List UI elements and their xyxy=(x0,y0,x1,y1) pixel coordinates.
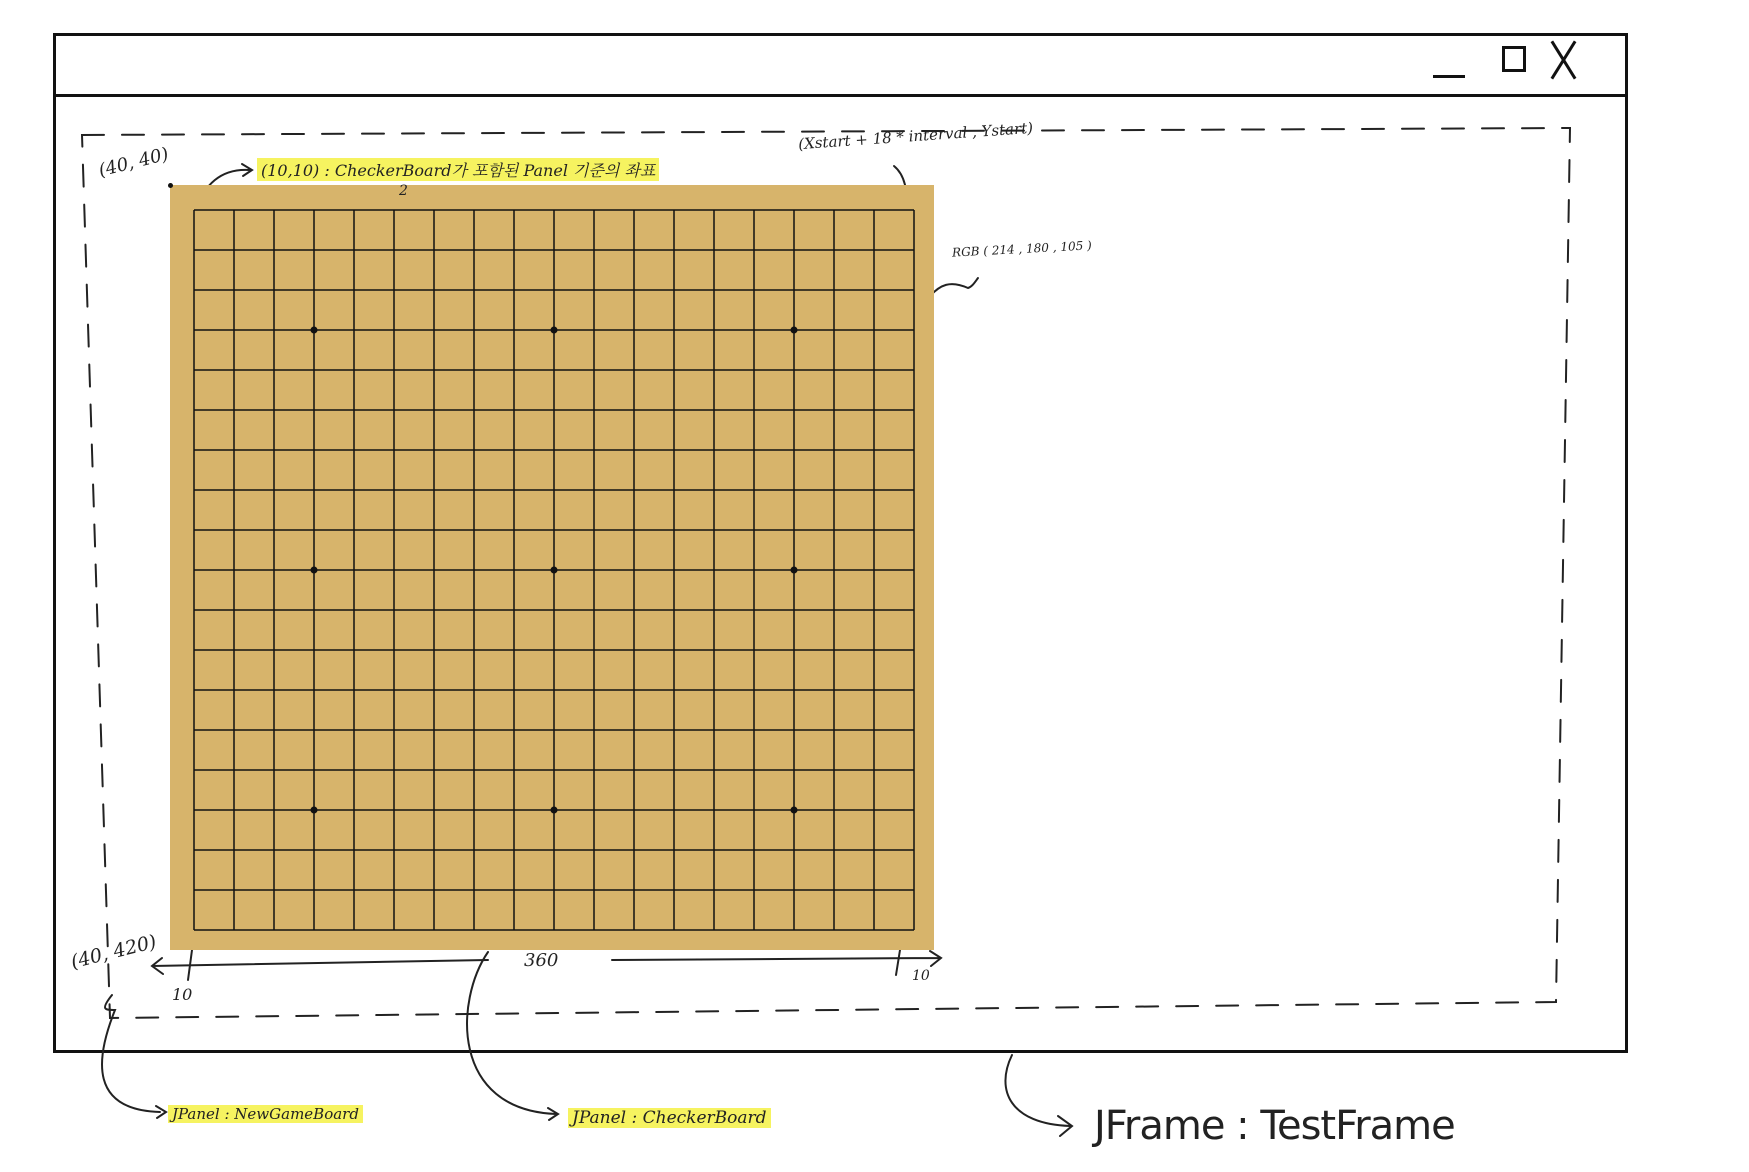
width-arrow-right xyxy=(612,951,941,966)
newgameboard-origin-coord: (40, 40) xyxy=(96,143,171,182)
star-point xyxy=(791,807,798,814)
star-point xyxy=(551,327,558,334)
star-point xyxy=(311,567,318,574)
width-arrow-left xyxy=(152,958,488,974)
board-grid xyxy=(192,208,916,932)
top-right-coord: (Xstart + 18 * interval , Ystart) xyxy=(797,118,1034,154)
gap-top-label: 2 xyxy=(399,183,408,199)
gap-left-label: 10 xyxy=(172,985,193,1004)
star-point xyxy=(311,807,318,814)
bottom-left-coord: (40, 420) xyxy=(68,930,159,974)
star-point xyxy=(791,567,798,574)
checkerboard-label: JPanel : CheckerBoard xyxy=(568,1108,771,1128)
gap-right-mark xyxy=(896,950,900,975)
board-width-label: 360 xyxy=(524,950,559,971)
board-origin-dot xyxy=(168,183,173,188)
leader-testframe xyxy=(1005,1055,1072,1136)
rgb-pointer xyxy=(930,278,978,296)
board-color-label: RGB ( 214 , 180 , 105 ) xyxy=(951,238,1093,260)
newgameboard-label: JPanel : NewGameBoard xyxy=(168,1105,363,1123)
star-point xyxy=(791,327,798,334)
star-point xyxy=(551,807,558,814)
gap-right-label: 10 xyxy=(912,968,930,984)
star-point xyxy=(551,567,558,574)
star-point xyxy=(311,327,318,334)
testframe-label: JFrame : TestFrame xyxy=(1094,1103,1455,1149)
leader-newgameboard xyxy=(102,995,166,1118)
leader-checkerboard xyxy=(467,952,558,1120)
checkerboard-origin-coord: (10,10) : CheckerBoard가 포함된 Panel 기준의 좌표 xyxy=(257,158,659,181)
